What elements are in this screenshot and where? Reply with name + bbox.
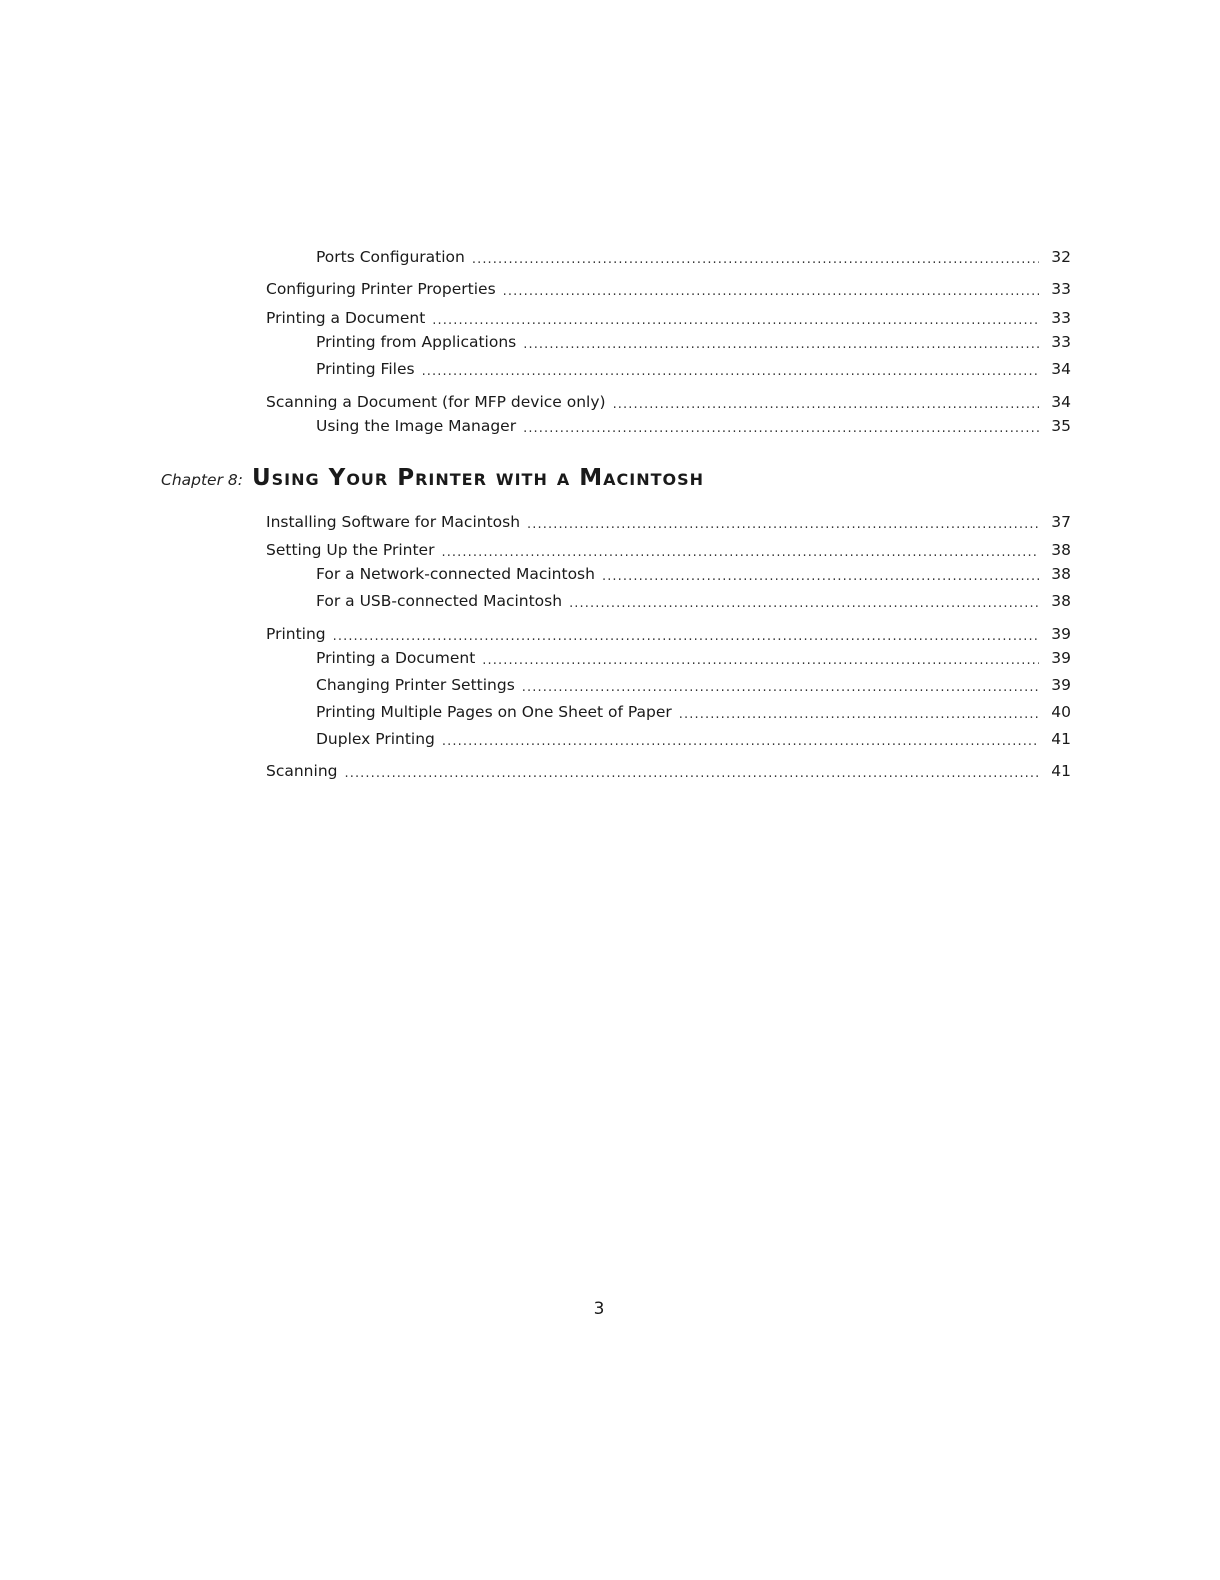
toc-entry-page: 37 [1051, 513, 1071, 531]
toc-entry-label: Scanning a Document (for MFP device only) [266, 393, 606, 411]
toc-entry[interactable] [316, 246, 1071, 268]
dot-leader [602, 564, 1039, 586]
toc-entry[interactable] [316, 647, 1071, 669]
toc-entry-label: Printing [266, 625, 326, 643]
toc-entry-label: Installing Software for Macintosh [266, 513, 521, 531]
toc-entry-page: 41 [1051, 730, 1071, 748]
toc-entry-label: Printing a Document [266, 309, 426, 327]
toc-entry-page: 34 [1051, 393, 1071, 411]
dot-leader [422, 359, 1039, 381]
toc-entry[interactable] [316, 728, 1071, 750]
toc-entry-page: 38 [1051, 592, 1071, 610]
dot-leader [613, 392, 1039, 414]
toc-entry[interactable] [266, 307, 1071, 329]
toc-entry-label: For a Network-connected Macintosh [316, 565, 595, 583]
toc-entry-label: Ports Configuration [316, 248, 465, 266]
toc-entry[interactable] [316, 331, 1071, 353]
dot-leader [333, 624, 1039, 646]
dot-leader [442, 729, 1039, 751]
toc-entry-page: 33 [1051, 280, 1071, 298]
dot-leader [523, 332, 1039, 354]
toc-entry-label: Using the Image Manager [316, 417, 517, 435]
toc-entry[interactable] [316, 358, 1071, 380]
toc-entry[interactable] [316, 674, 1071, 696]
dot-leader [432, 308, 1039, 330]
toc-entry-page: 34 [1051, 360, 1071, 378]
toc-entry[interactable] [266, 391, 1071, 413]
toc-entry[interactable] [316, 563, 1071, 585]
toc-entry-page: 33 [1051, 309, 1071, 327]
dot-leader [441, 540, 1039, 562]
toc-entry-label: Printing Files [316, 360, 415, 378]
dot-leader [522, 675, 1039, 697]
dot-leader [523, 416, 1039, 438]
toc-entry[interactable] [266, 511, 1071, 533]
toc-entry-label: Setting Up the Printer [266, 541, 435, 559]
toc-entry[interactable] [316, 590, 1071, 612]
toc-entry[interactable] [266, 760, 1071, 782]
toc-entry-label: Configuring Printer Properties [266, 280, 496, 298]
page-number: 3 [593, 1299, 605, 1319]
dot-leader [472, 247, 1039, 269]
chapter-label: Chapter 8: [161, 471, 243, 489]
toc-entry[interactable] [266, 623, 1071, 645]
dot-leader [344, 761, 1039, 783]
dot-leader [503, 279, 1039, 301]
toc-entry-label: Changing Printer Settings [316, 676, 515, 694]
toc-entry[interactable] [316, 415, 1071, 437]
toc-entry-label: Printing from Applications [316, 333, 517, 351]
toc-entry-page: 41 [1051, 762, 1071, 780]
dot-leader [527, 512, 1039, 534]
toc-entry-page: 38 [1051, 541, 1071, 559]
dot-leader [679, 702, 1039, 724]
toc-entry-page: 40 [1051, 703, 1071, 721]
toc-entry-page: 32 [1051, 248, 1071, 266]
toc-entry-label: Scanning [266, 762, 338, 780]
toc-entry-page: 35 [1051, 417, 1071, 435]
toc-entry-page: 39 [1051, 649, 1071, 667]
toc-entry-label: For a USB-connected Macintosh [316, 592, 563, 610]
toc-entry-label: Duplex Printing [316, 730, 435, 748]
dot-leader [482, 648, 1039, 670]
chapter-heading[interactable] [161, 465, 704, 497]
toc-entry-page: 38 [1051, 565, 1071, 583]
dot-leader [569, 591, 1039, 613]
toc-entry-page: 39 [1051, 625, 1071, 643]
toc-entry-label: Printing Multiple Pages on One Sheet of Paper [316, 703, 672, 721]
toc-entry[interactable] [266, 278, 1071, 300]
toc-entry[interactable] [266, 539, 1071, 561]
toc-entry[interactable] [316, 701, 1071, 723]
toc-entry-label: Printing a Document [316, 649, 476, 667]
toc-entry-page: 39 [1051, 676, 1071, 694]
chapter-title: Using Your Printer with a Macintosh [251, 465, 705, 491]
toc-entry-page: 33 [1051, 333, 1071, 351]
